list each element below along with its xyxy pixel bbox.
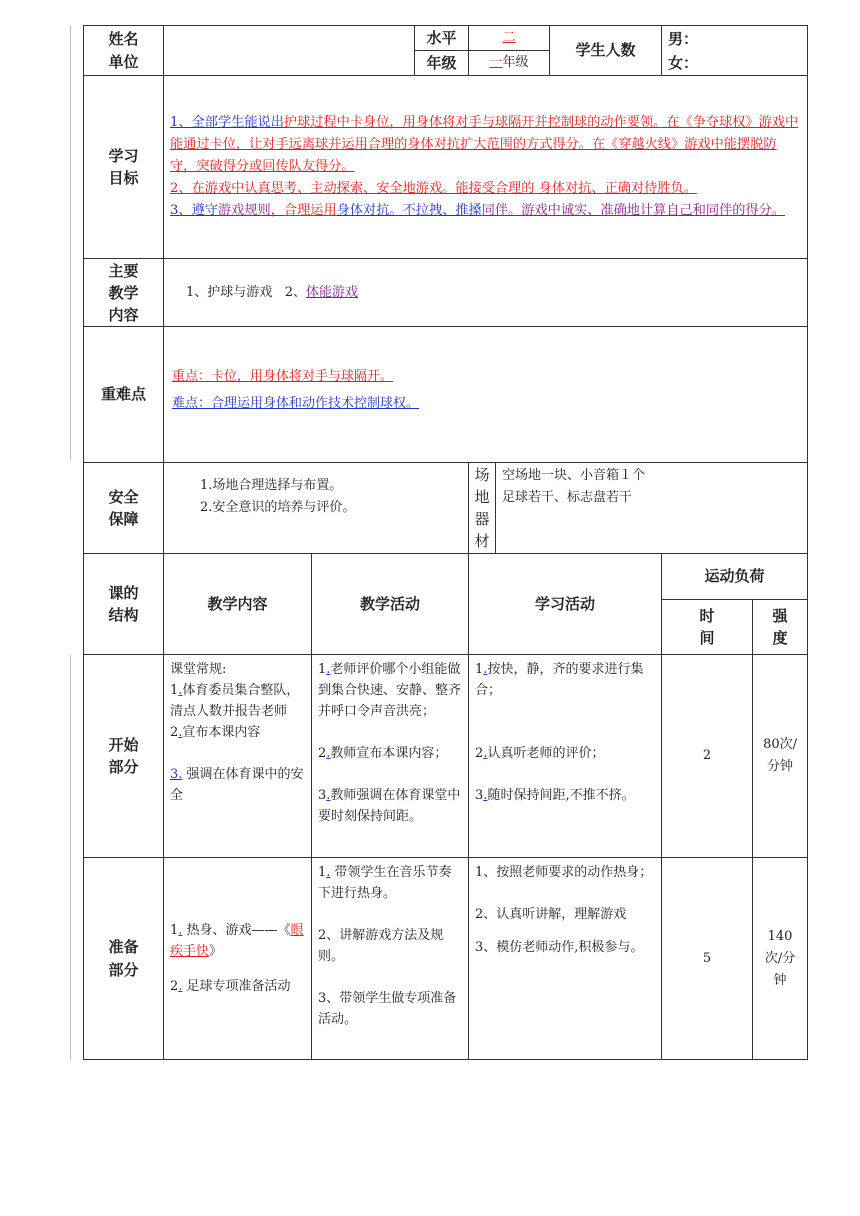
- prep-label-1: 准备: [108, 938, 139, 956]
- time-header-1: 时: [699, 607, 715, 625]
- safety-item-2: 2.安全意识的培养与评价。: [200, 500, 356, 515]
- prep-content-2: 2. 足球专项准备活动: [170, 979, 291, 994]
- goals-label-1: 学习: [108, 146, 139, 165]
- goals-label-2: 目标: [108, 169, 139, 187]
- content-label-2: 教学: [108, 283, 139, 302]
- intensity-header-1: 强: [772, 607, 788, 625]
- grade-label: 年级: [415, 51, 469, 76]
- level-value: 二: [502, 30, 516, 45]
- start-intensity: 80次/分钟: [753, 655, 808, 858]
- start-teach-3: 3.教师强调在体育课堂中要时刻保持间距。: [318, 788, 461, 824]
- difficult-point: 难点：合理运用身体和动作技术控制球权。: [172, 396, 420, 411]
- prep-teaching-cell: [312, 858, 469, 1060]
- keypoints-label: 重难点: [84, 327, 164, 463]
- col-load-header: 运动负荷: [662, 554, 808, 600]
- prep-label-cell: [84, 858, 164, 1060]
- grade-suffix: 年级: [502, 55, 529, 70]
- safety-label-1: 安全: [108, 487, 139, 506]
- prep-teach-2: 2、讲解游戏方法及规则。: [318, 928, 444, 964]
- goal-1-lead: 1、全部学生能说出: [170, 115, 284, 130]
- col-learning-header: 学习活动: [469, 554, 662, 655]
- content-label-1: 主要: [108, 261, 139, 280]
- start-learn-3: 3.随时保持间距,不推不挤。: [475, 788, 635, 803]
- table-row: [84, 858, 808, 1060]
- col-intensity-header: [753, 600, 808, 655]
- start-teach-1: 1.老师评价哪个小组能做到集合快速、安静、整齐并呼口令声音洪亮；: [318, 662, 462, 719]
- content-item-2-prefix: 2、: [284, 284, 306, 300]
- start-content-intro: 课堂常规:: [170, 662, 227, 677]
- name-unit-value-cell: [164, 26, 415, 76]
- goal-3: [170, 200, 801, 222]
- goal-1: [170, 112, 801, 178]
- start-learning-cell: [469, 655, 662, 858]
- margin-line-bottom: [70, 655, 71, 1060]
- start-learn-2: 2.认真听老师的评价；: [475, 746, 605, 761]
- venue-cell: [496, 463, 808, 554]
- venue-label-cell: [469, 463, 496, 554]
- intensity-header-2: 度: [772, 629, 788, 647]
- goal-3-part-a: 3、遵守: [170, 203, 218, 218]
- table-row: [84, 655, 808, 858]
- structure-label-cell: [84, 554, 164, 655]
- prep-learning-cell: [469, 858, 662, 1060]
- goal-1-body: 护球过程中卡身位，用身体将对手与球隔开并控制球的动作要领。在《争夺球权》游戏中能通过卡位，让对手远离球并运用合理的身体对抗扩大范围的方式得分。在《穿越火线》游戏中能摆脱防守，突破得分或回传队友得分。: [170, 115, 799, 174]
- students-label: 学生人数: [550, 26, 662, 76]
- prep-intensity: 140次/分钟: [753, 858, 808, 1060]
- prep-learn-2: 2、认真听讲解，理解游戏: [475, 907, 627, 922]
- start-learn-1: 1.按快，静，齐的要求进行集合；: [475, 662, 644, 698]
- venue-item-1: 空场地一块、小音箱１个: [502, 468, 646, 483]
- prep-label-2: 部分: [108, 960, 139, 979]
- goal-3-part-d: 身体对抗。不拉拽、推搡: [336, 203, 482, 218]
- lesson-plan-table: [83, 25, 808, 1060]
- margin-line-top: [70, 25, 71, 460]
- start-label-2: 部分: [108, 758, 139, 776]
- col-teaching-header: 教学活动: [312, 554, 469, 655]
- col-time-header: [662, 600, 753, 655]
- grade-prefix: 一: [489, 55, 503, 70]
- safety-label-2: 保障: [108, 510, 139, 528]
- venue-label-2: 地: [474, 488, 490, 506]
- venue-label-3: 器: [474, 510, 490, 528]
- start-content-cell: [164, 655, 312, 858]
- goals-cell: [164, 76, 808, 259]
- content-label-cell: [84, 259, 164, 327]
- prep-learn-3: 3、模仿老师动作,积极参与。: [475, 940, 644, 955]
- structure-label-1: 课的: [108, 583, 139, 602]
- content-label-3: 内容: [108, 305, 139, 324]
- goals-label-cell: [84, 76, 164, 259]
- structure-label-2: 结构: [108, 606, 139, 624]
- goal-2: 2、在游戏中认真思考、主动探索、安全地游戏。能接受合理的 身体对抗、正确对待胜负。: [170, 181, 697, 196]
- female-label: 女：: [668, 53, 699, 72]
- time-header-2: 间: [699, 629, 715, 647]
- start-content-3: 3. 强调在体育课中的安全: [170, 767, 304, 803]
- start-label-1: 开始: [108, 735, 139, 754]
- start-teaching-cell: [312, 655, 469, 858]
- prep-time: 5: [662, 858, 753, 1060]
- safety-item-1: 1.场地合理选择与布置。: [200, 478, 343, 493]
- content-item-2: 体能游戏: [305, 284, 358, 300]
- prep-teach-1: 1. 带领学生在音乐节奏下进行热身。: [318, 865, 452, 901]
- venue-label-1: 场: [474, 466, 490, 484]
- name-unit-label-cell: [84, 26, 164, 76]
- level-label: 水平: [415, 26, 469, 51]
- safety-label-cell: [84, 463, 164, 554]
- goal-3-part-e: 同伴。游戏中诚实、准确地计算自己和同伴的得分。: [481, 203, 786, 218]
- start-content-2: 2.宣布本课内容: [170, 725, 261, 740]
- col-content-header: 教学内容: [164, 554, 312, 655]
- keypoints-cell: [164, 327, 808, 463]
- venue-item-2: 足球若干、标志盘若干: [502, 490, 633, 505]
- goal-3-part-c: 合理运用: [283, 203, 337, 218]
- start-label-cell: [84, 655, 164, 858]
- male-label: 男：: [668, 29, 699, 48]
- key-point: 重点：卡位，用身体将对手与球隔开。: [172, 369, 394, 384]
- prep-content-1: 1. 热身、游戏——《眼疾手快》: [170, 923, 304, 959]
- grade-value-cell: [469, 51, 550, 76]
- content-item-1: 1、护球与游戏: [186, 284, 273, 300]
- goal-3-part-b: 游戏规则，: [217, 203, 284, 218]
- safety-items-cell: [164, 463, 469, 554]
- start-time: 2: [662, 655, 753, 858]
- name-label: 姓名: [108, 30, 139, 48]
- venue-label-4: 材: [474, 532, 490, 550]
- prep-learn-1: 1、按照老师要求的动作热身；: [475, 865, 653, 880]
- start-teach-2: 2.教师宣布本课内容；: [318, 746, 448, 761]
- content-cell: [164, 259, 808, 327]
- prep-content-cell: [164, 858, 312, 1060]
- level-value-cell: [469, 26, 550, 51]
- gender-count-cell: [662, 26, 808, 76]
- prep-teach-3: 3、带领学生做专项准备活动。: [318, 991, 457, 1027]
- start-content-1: 1.体育委员集合整队，清点人数并报告老师: [170, 683, 300, 719]
- unit-label: 单位: [108, 52, 139, 71]
